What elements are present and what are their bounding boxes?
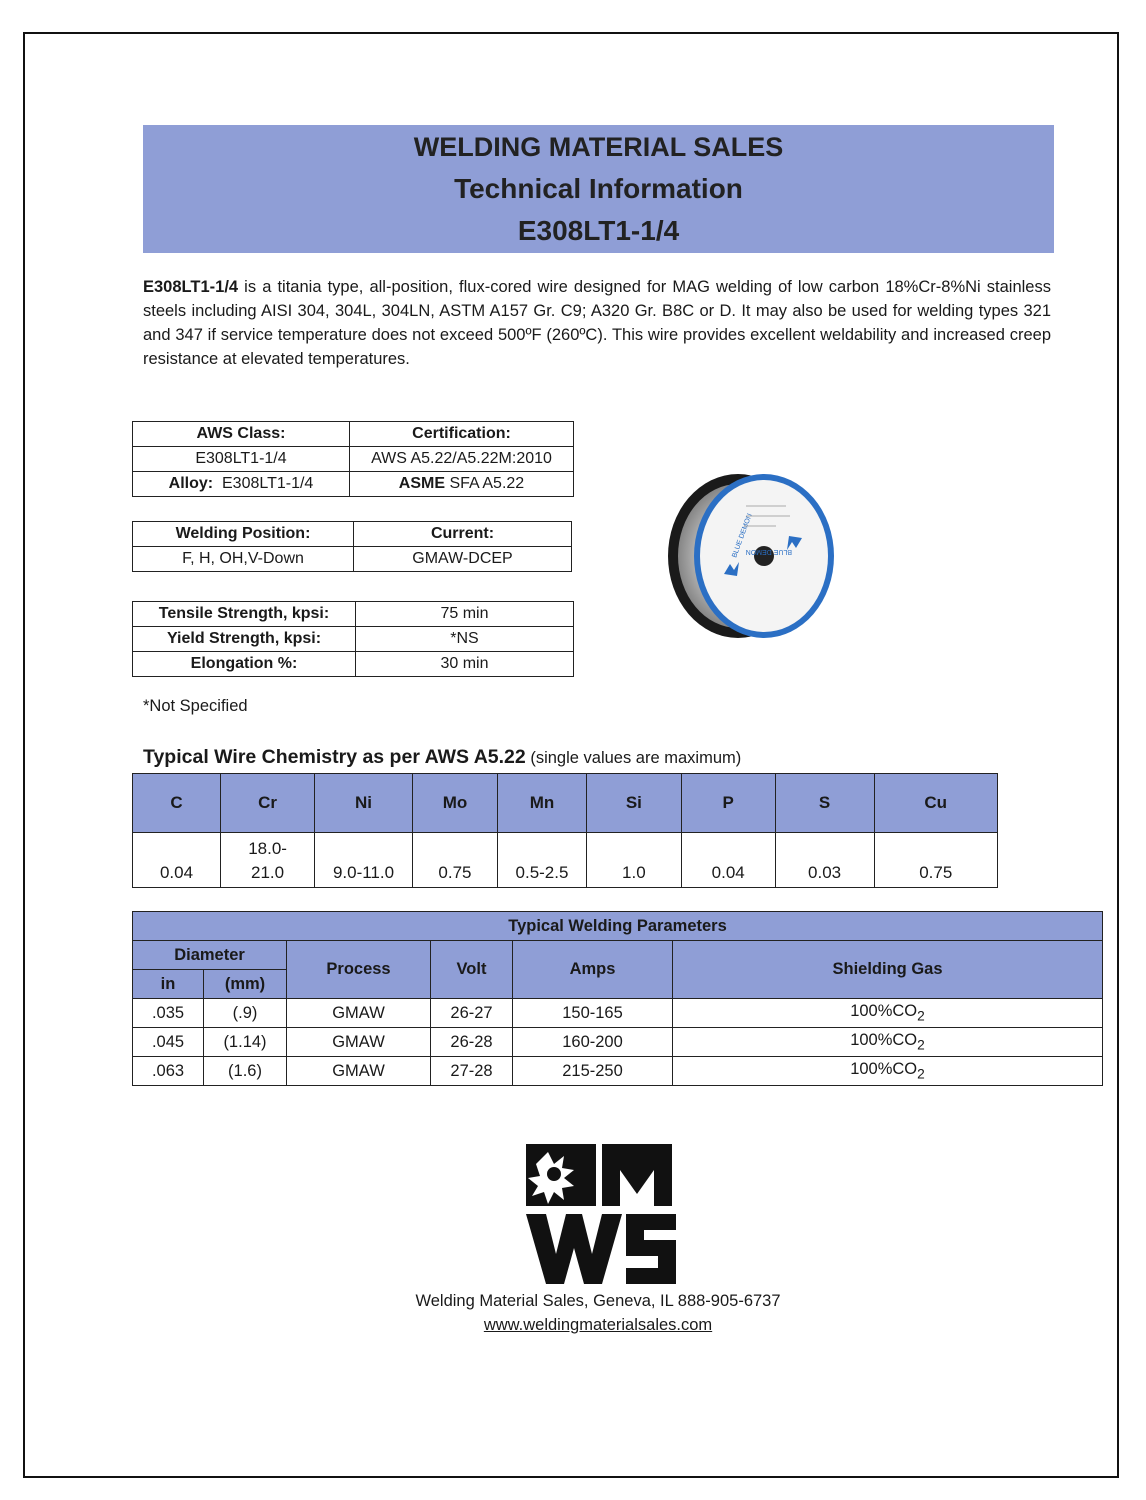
diameter-mm: (.9) [204,999,287,1028]
amps-label: Amps [513,941,673,999]
process: GMAW [287,999,431,1028]
alloy-value: E308LT1-1/4 [222,475,314,492]
diameter-in: .045 [133,1028,204,1057]
diameter-label: Diameter [133,941,287,970]
chemistry-element-header: Cu [874,774,998,833]
footer-address: Welding Material Sales, Geneva, IL 888-905-6737 [415,1292,781,1310]
table-row [133,627,574,652]
table-row [133,1057,1103,1086]
company-name: WELDING MATERIAL SALES [413,132,784,162]
spool-brand-left: BLUE DEMON [731,512,754,559]
process: GMAW [287,1028,431,1057]
table-row [133,602,574,627]
classification-table [132,421,574,497]
welding-parameters-table [132,911,1103,1086]
certification-value: AWS A5.22/A5.22M:2010 [350,447,574,472]
table-row [133,941,1103,970]
product-code: E308LT1-1/4 [517,215,680,246]
mechanical-label: Elongation %: [133,652,356,677]
asme-label: ASME [398,475,446,492]
chemistry-value-row [133,833,998,888]
footer-website-link[interactable]: www.weldingmaterialsales.com [483,1316,713,1334]
product-description [143,275,1051,371]
chemistry-table [132,773,998,888]
mechanical-value: *NS [356,627,574,652]
shielding-gas: $100\%CO_2$ [673,1028,1103,1057]
current-value: GMAW-DCEP [354,547,572,572]
table-row [133,999,1103,1028]
table-row [133,1028,1103,1057]
chemistry-value: 0.5-2.5 [498,833,587,888]
spool-brand-right: BLUE DEMON [745,548,792,555]
doc-subtitle: Technical Information [454,173,743,204]
chemistry-element-header: Mo [412,774,497,833]
shielding-gas: $100\%CO_2$ [673,1057,1103,1086]
certification-label: Certification: [350,422,574,447]
asme-value: SFA A5.22 [449,475,525,492]
chemistry-value: 0.75 [412,833,497,888]
mechanical-value: 30 min [356,652,574,677]
diameter-in: .035 [133,999,204,1028]
chemistry-title [143,746,741,769]
amps: 215-250 [513,1057,673,1086]
chemistry-element-header: Ni [315,774,413,833]
chemistry-value: 1.0 [586,833,681,888]
welding-position-label: Welding Position: [133,522,354,547]
chemistry-element-header: Cr [221,774,315,833]
chemistry-element-header: S [775,774,874,833]
mechanical-label: Yield Strength, kpsi: [133,627,356,652]
aws-class-label: AWS Class: [133,422,350,447]
volt-label: Volt [431,941,513,999]
welding-position-value: F, H, OH,V-Down [133,547,354,572]
mechanical-label: Tensile Strength, kpsi: [133,602,356,627]
chemistry-header-row [133,774,998,833]
shielding-gas: $100\%CO_2$ [673,999,1103,1028]
chemistry-element-header: C [133,774,221,833]
diameter-in-label: in [133,970,204,999]
parameters-title: Typical Welding Parameters [133,912,1103,941]
volt: 27-28 [431,1057,513,1086]
shielding-gas-label: Shielding Gas [673,941,1103,999]
wire-spool-image [646,466,846,646]
diameter-in: .063 [133,1057,204,1086]
diameter-mm-label: (mm) [204,970,287,999]
process: GMAW [287,1057,431,1086]
diameter-mm: (1.14) [204,1028,287,1057]
chemistry-title-note: (single values are maximum) [525,749,742,767]
chemistry-value: 0.03 [775,833,874,888]
mechanical-value: 75 min [356,602,574,627]
aws-class-value: E308LT1-1/4 [133,447,350,472]
chemistry-value: 0.04 [133,833,221,888]
wms-logo [498,1144,688,1284]
volt: 26-28 [431,1028,513,1057]
product-description-code: E308LT1-1/4 [143,278,239,296]
mechanical-table [132,601,574,677]
header-banner [143,125,1054,253]
alloy-cell [133,472,350,497]
product-description-text: is a titania type, all-position, flux-cored wire designed for MAG welding of low carbon 18%Cr-8%Ni stainless steels including AISI 304, 304L, 304LN, ASTM A157 Gr. C9; A320 Gr. B8C or D. It may also be used for welding types 321 and 347 if service temperature does not exceed 500ºF (260ºC). This wire provides excellent weldability and increased creep resistance at elevated temperatures. [143,278,1051,368]
footnote: *Not Specified [143,697,248,715]
volt: 26-27 [431,999,513,1028]
chemistry-element-header: P [681,774,775,833]
position-table [132,521,572,572]
chemistry-value: 18.0- 21.0 [221,833,315,888]
chemistry-title-main: Typical Wire Chemistry as per AWS A5.22 [143,746,526,768]
asme-cell [350,472,574,497]
chemistry-element-header: Si [586,774,681,833]
alloy-label: Alloy: [168,475,214,492]
table-row [133,652,574,677]
chemistry-value: 9.0-11.0 [315,833,413,888]
chemistry-value: 0.75 [874,833,998,888]
process-label: Process [287,941,431,999]
table-row [133,912,1103,941]
amps: 160-200 [513,1028,673,1057]
current-label: Current: [354,522,572,547]
chemistry-value: 0.04 [681,833,775,888]
chemistry-element-header: Mn [498,774,587,833]
amps: 150-165 [513,999,673,1028]
diameter-mm: (1.6) [204,1057,287,1086]
